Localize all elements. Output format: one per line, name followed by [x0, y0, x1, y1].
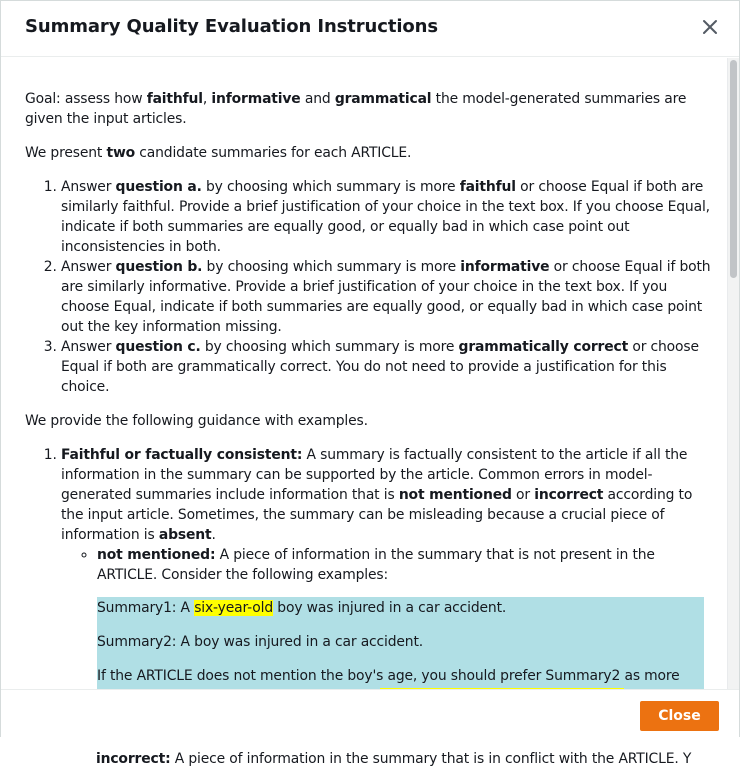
step-item [61, 337, 717, 397]
step-text: Answer [61, 339, 116, 355]
scrollbar[interactable] [727, 58, 739, 689]
step-text: by choosing which summary is more [202, 259, 461, 275]
present-text: We present [25, 145, 107, 161]
goal-text: , [202, 91, 212, 107]
guidance-list [25, 445, 727, 727]
guidance-text: . [211, 527, 216, 543]
guidance-term: absent [158, 527, 212, 543]
step-question: question c. [115, 339, 201, 355]
close-button[interactable]: Close [640, 701, 719, 731]
guidance-item-faithful [61, 445, 717, 727]
guidance-term: not mentioned [398, 487, 512, 503]
step-item [61, 257, 717, 337]
example-text: Summary1: A [97, 600, 195, 616]
guidance-heading: Faithful or factually consistent: [61, 447, 303, 463]
modal-title: Summary Quality Evaluation Instructions [25, 16, 439, 37]
example-text: boy was injured in a car accident. [273, 600, 507, 616]
step-text: by choosing which summary is more [201, 179, 460, 195]
guidance-text: or [511, 487, 535, 503]
example-text: If the ARTICLE does not mention the boy's age, you should prefer Summary2 as more [97, 668, 680, 684]
step-criterion: informative [460, 259, 550, 275]
example-highlight: six-year-old [194, 600, 274, 616]
guidance-text: according to the input article. Sometimes, the summary can be misleading because a crucial piece of information is [61, 487, 693, 543]
sub-text: A piece of information in the summary that is not present in the ARTICLE. Consider the following examples: [97, 547, 655, 583]
example-summary2: Summary2: A boy was injured in a car accident. [97, 634, 424, 650]
example-summary1 [97, 598, 704, 618]
sub-heading: not mentioned: [97, 547, 216, 563]
goal-grammatical: grammatical [334, 91, 432, 107]
guidance-term: incorrect [534, 487, 604, 503]
sub-heading: incorrect: [96, 751, 171, 767]
step-criterion: grammatically correct [458, 339, 629, 355]
step-text: or choose Equal if both are similarly faithful. Provide a brief justification of your choice in the text box. If you choose Equal, indicate if both summaries are equally good, or equally bad in which case point out inconsistencies in both. [61, 179, 710, 255]
goal-text: Goal: assess how [25, 91, 147, 107]
steps-list [25, 177, 727, 397]
step-question: question b. [115, 259, 203, 275]
goal-faithful: faithful [146, 91, 203, 107]
step-item [61, 177, 717, 257]
step-text: or choose Equal if both are similarly informative. Provide a brief justification of your choice in the text box. If you choose Equal, indicate if both summaries are equally good, or equally bad in which case point out the key information missing. [61, 259, 711, 335]
guidance-intro: We provide the following guidance with examples. [25, 413, 368, 429]
instructions-content [5, 58, 727, 769]
scrollbar-thumb[interactable] [730, 60, 737, 278]
guidance-text: A summary is factually consistent to the article if all the information in the summary can be supported by the article. Common errors in model-generated summaries include information that is [61, 447, 688, 503]
step-text: or choose Equal if both are grammatically correct. You do not need to provide a justification for this choice. [61, 339, 699, 395]
step-text: Answer [61, 259, 116, 275]
present-two: two [106, 145, 136, 161]
step-question: question a. [115, 179, 202, 195]
sub-text: A piece of information in the summary that is in conflict with the ARTICLE. Y [170, 751, 692, 767]
close-icon[interactable] [698, 15, 722, 39]
goal-text: and [300, 91, 335, 107]
goal-paragraph [25, 89, 727, 129]
step-text: by choosing which summary is more [200, 339, 459, 355]
modal-footer [1, 689, 739, 737]
modal-header [1, 1, 739, 57]
step-criterion: faithful [459, 179, 516, 195]
present-paragraph [25, 143, 727, 163]
present-text: candidate summaries for each ARTICLE. [135, 145, 412, 161]
goal-informative: informative [211, 91, 301, 107]
step-text: Answer [61, 179, 116, 195]
goal-text: the model-generated summaries are given the input articles. [25, 91, 687, 127]
sub-item-incorrect [25, 749, 727, 769]
